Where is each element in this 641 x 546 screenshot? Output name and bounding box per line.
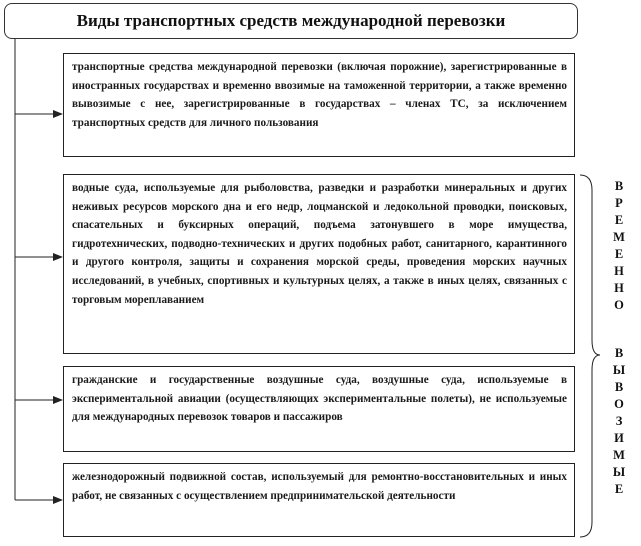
transport-type-box-4: [63, 463, 575, 537]
side-letter: Р: [615, 196, 623, 210]
transport-type-text-3: гражданские и государственные воздушные суда, воздушные суда, используемые в экспериментальной авиации (осуществляющих экспериментальные полеты), не используемые для международных перевозок товаров и пассажиров: [72, 374, 567, 424]
side-label-vremenno: [608, 178, 630, 314]
transport-type-box-1: [63, 53, 575, 157]
side-letter: В: [614, 380, 624, 394]
transport-type-box-2: [63, 174, 575, 354]
transport-type-box-3: [63, 366, 575, 452]
side-letter: В: [614, 346, 624, 360]
transport-type-text-4: железнодорожный подвижной состав, используемый для ремонтно-восстановительных и иных работ, не связанных с осуществлением предпринимательской деятельности: [72, 471, 567, 502]
transport-type-text-2: водные суда, используемые для рыболовства, разведки и разработки минеральных и других неживых ресурсов морского дна и его недр, лоцманской и ледокольной проводки, поисковых, спасательных и буксирных операций, подъема затонувшего в море имущества, гидротехнических, подводно-технических и других подобных работ, санитарного, карантинного и другого контроля, защиты и сохранения морской среды, проведения морских научных исследований, в учебных, спортивных и культурных целях, а также в иных целях, связанных с торговым мореплаванием: [72, 182, 567, 306]
side-letter: Е: [614, 213, 624, 227]
transport-type-text-1: транспортные средства международной перевозки (включая порожние), зарегистрированные в иностранных государствах и временно ввозимые на таможенной территории, а также временно вывозимые с нее, зарегистрированные в государствах – членах ТС, за исключением транспортных средств для личного пользования: [72, 61, 567, 129]
side-label-vyvozimye: [608, 345, 630, 498]
right-brace: [580, 175, 600, 537]
side-letter: З: [615, 414, 623, 428]
side-letter: Е: [614, 247, 624, 261]
diagram-title-text: Виды транспортных средств международной перевозки: [76, 11, 506, 30]
side-letter: О: [614, 298, 624, 312]
side-letter: Н: [614, 264, 624, 278]
side-letter: О: [614, 397, 624, 411]
side-letter: И: [614, 431, 624, 445]
side-letter: Н: [614, 281, 624, 295]
side-letter: В: [614, 179, 624, 193]
diagram-title: [4, 3, 578, 39]
side-letter: Ы: [612, 465, 626, 479]
side-letter: Е: [614, 482, 624, 496]
side-letter: М: [613, 230, 625, 244]
side-letter: М: [613, 448, 625, 462]
side-letter: Ы: [612, 363, 626, 377]
